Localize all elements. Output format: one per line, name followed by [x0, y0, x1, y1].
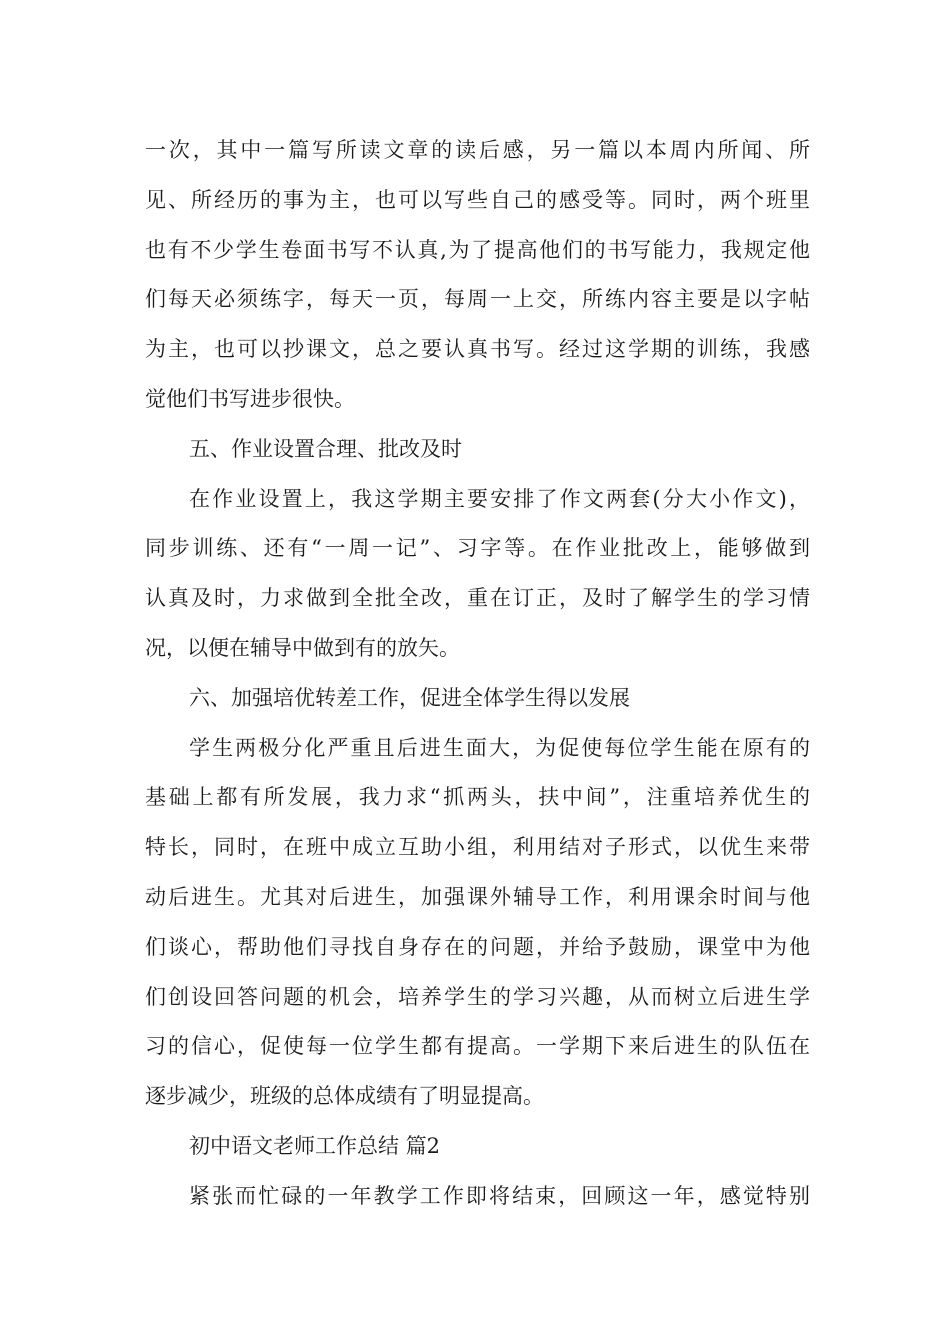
text-line: 逐步减少，班级的总体成绩有了明显提高。: [145, 1084, 544, 1109]
text-line: 特长，同时，在班中成立互助小组，利用结对子形式，以优生来带: [145, 835, 810, 860]
section-heading: 五、作业设置合理、批改及时: [189, 436, 462, 461]
text-line: 紧张而忙碌的一年教学工作即将结束，回顾这一年，感觉特别: [189, 1183, 810, 1208]
text-line: 见、所经历的事为主，也可以写些自己的感受等。同时，两个班里: [145, 187, 810, 212]
text-line: 动后进生。尤其对后进生，加强课外辅导工作，利用课余时间与他: [145, 884, 810, 909]
text-line: 也有不少学生卷面书写不认真,为了提高他们的书写能力，我规定他: [145, 237, 810, 262]
text-line: 认真及时，力求做到全批全改，重在订正，及时了解学生的学习情: [145, 586, 810, 611]
text-line: 们创设回答问题的机会，培养学生的学习兴趣，从而树立后进生学: [145, 984, 810, 1009]
text-line: 为主，也可以抄课文，总之要认真书写。经过这学期的训练，我感: [145, 337, 810, 362]
text-line: 在作业设置上，我这学期主要安排了作文两套(分大小作文)，: [189, 486, 810, 511]
text-line: 们每天必须练字，每天一页，每周一上交，所练内容主要是以字帖: [145, 287, 810, 312]
article-title: 初中语文老师工作总结 篇2: [189, 1133, 441, 1158]
text-line: 一次，其中一篇写所读文章的读后感，另一篇以本周内所闻、所: [145, 138, 810, 162]
text-line: 们谈心，帮助他们寻找自身存在的问题，并给予鼓励，课堂中为他: [145, 934, 810, 959]
text-line: 习的信心，促使每一位学生都有提高。一学期下来后进生的队伍在: [145, 1034, 810, 1059]
section-heading: 六、加强培优转差工作，促进全体学生得以发展: [189, 685, 630, 710]
text-line: 况，以便在辅导中做到有的放矢。: [145, 635, 460, 660]
text-line: 学生两极分化严重且后进生面大，为促使每位学生能在原有的: [189, 735, 810, 760]
document-body: [145, 126, 810, 1222]
text-line: 基础上都有所发展，我力求“抓两头，扶中间”，注重培养优生的: [145, 785, 810, 810]
text-line: 觉他们书写进步很快。: [145, 386, 355, 411]
text-line: 同步训练、还有“一周一记”、习字等。在作业批改上，能够做到: [145, 536, 810, 561]
